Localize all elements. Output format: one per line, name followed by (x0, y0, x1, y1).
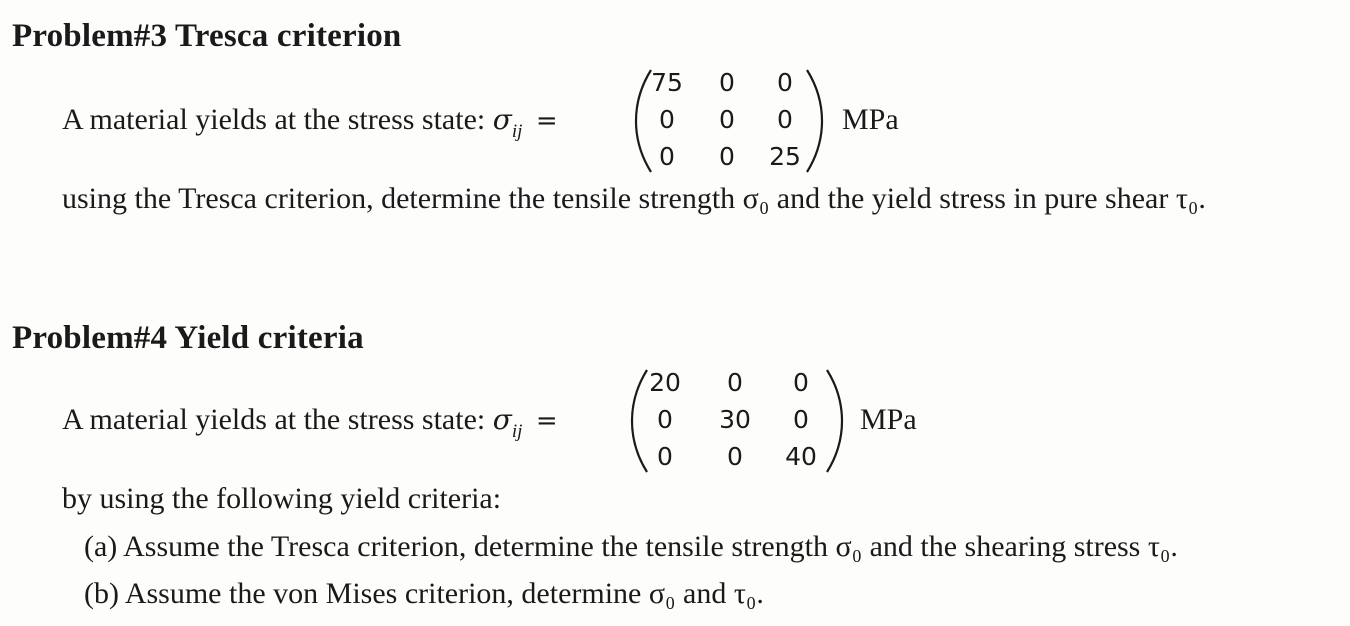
matrix-cell: 0 (727, 368, 743, 397)
matrix-cell: 0 (719, 68, 735, 97)
problem4-stress-matrix (628, 366, 858, 476)
problem3-sigma-subscript: ij (511, 121, 523, 142)
matrix-cell: 75 (651, 68, 683, 97)
matrix-cell: 20 (649, 368, 681, 397)
matrix-cell: 0 (719, 105, 735, 134)
matrix-cell: 30 (719, 405, 751, 434)
problem4-item-a: (a) Assume the Tresca criterion, determine the tensile strength σ₀ and the shearing stress τ₀. (84, 530, 1178, 563)
problem3-question: using the Tresca criterion, determine the tensile strength σ₀ and the yield stress in pure shear τ₀. (62, 182, 1206, 215)
problem4-statement-prefix: A material yields at the stress state: (62, 403, 486, 436)
problem4-sigma-subscript: ij (511, 421, 523, 442)
right-parenthesis-icon (824, 366, 846, 476)
problem4-statement (62, 403, 568, 442)
problem3-statement-prefix: A material yields at the stress state: (62, 103, 486, 136)
matrix-cell: 0 (727, 442, 743, 471)
problem3-equals-sign: = (535, 106, 558, 136)
matrix-cell: 0 (793, 368, 809, 397)
matrix-cell: 0 (719, 142, 735, 171)
matrix-cell: 0 (777, 105, 793, 134)
problem3-sigma-symbol: σ (492, 103, 512, 136)
matrix-cell: 0 (657, 442, 673, 471)
matrix-cell: 0 (777, 68, 793, 97)
problem3-heading: Problem#3 Tresca criterion (12, 18, 402, 54)
matrix-cell: 0 (659, 142, 675, 171)
problem4-intro: by using the following yield criteria: (62, 482, 502, 515)
matrix-cell: 40 (785, 442, 817, 471)
problem4-item-b: (b) Assume the von Mises criterion, determine σ₀ and τ₀. (84, 577, 764, 610)
matrix-cell: 0 (793, 405, 809, 434)
matrix-cell: 25 (769, 142, 801, 171)
problem3-unit: MPa (842, 103, 899, 136)
matrix-cell: 0 (659, 105, 675, 134)
problem4-equals-sign: = (535, 406, 558, 436)
right-parenthesis-icon (804, 66, 826, 176)
matrix-cell: 0 (657, 405, 673, 434)
problem4-sigma-symbol: σ (492, 403, 512, 436)
problem4-heading: Problem#4 Yield criteria (12, 320, 364, 356)
problem3-stress-matrix (632, 66, 832, 176)
problem4-unit: MPa (860, 403, 917, 436)
problem3-statement (62, 103, 568, 142)
